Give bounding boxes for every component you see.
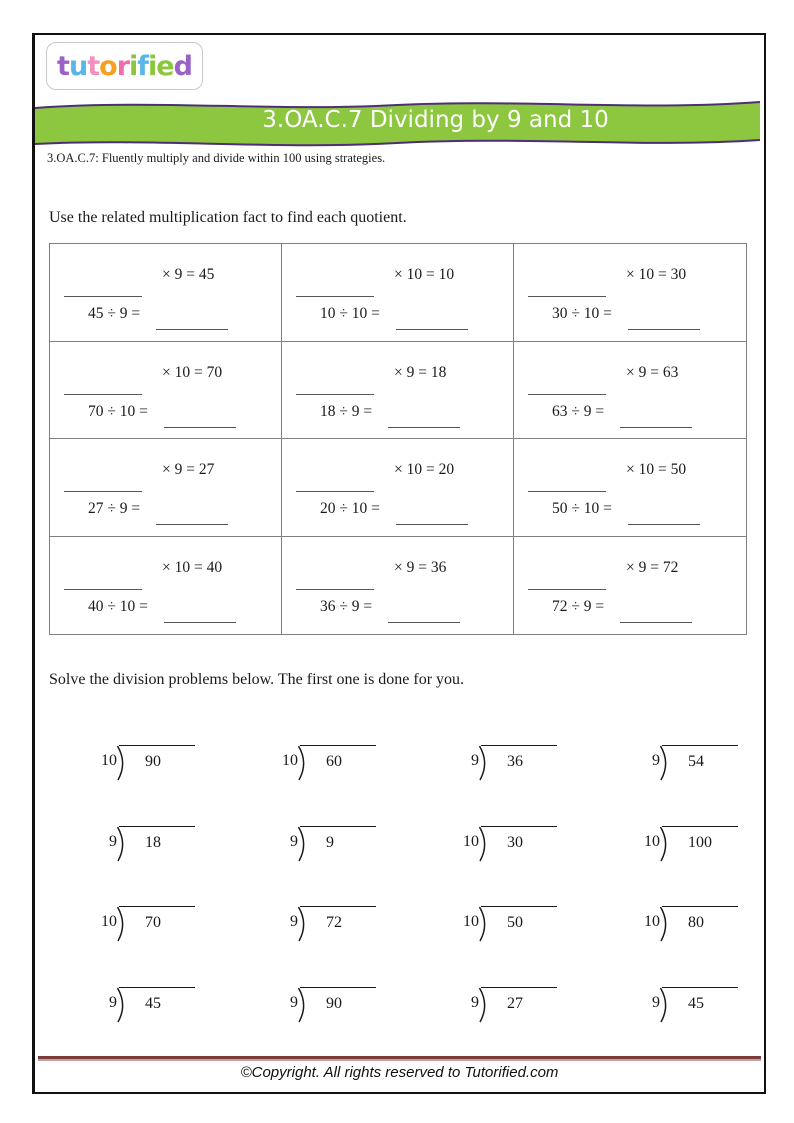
long-division-problem [93,745,195,809]
multiplication-fact: × 9 = 27 [162,461,215,478]
fact-cell [50,342,282,440]
dividend: 27 [507,994,523,1012]
division-expression: 72 ÷ 9 = [552,597,605,615]
dividend: 54 [688,753,704,770]
answer-blank [528,475,606,492]
divisor: 10 [101,752,117,769]
long-division-problem [636,826,738,890]
multiplication-fact: × 10 = 20 [394,461,455,478]
divisor: 10 [282,752,298,769]
multiplication-fact: × 10 = 70 [162,363,223,381]
division-bracket-curve [477,826,491,862]
answer-blank [164,605,236,623]
answer-blank [296,475,374,492]
answer-blank [156,312,228,330]
logo-text: tutorified [57,50,192,82]
answer-blank [64,280,142,297]
division-bracket-curve [658,987,672,1023]
division-bracket-curve [115,987,129,1023]
division-bracket [300,987,376,1021]
answer-blank [396,312,468,330]
division-expression: 20 ÷ 10 = [320,500,380,517]
division-bracket [662,826,738,860]
dividend: 36 [507,753,523,770]
answer-blank [64,475,142,492]
copyright-notice: ©Copyright. All rights reserved to Tutorified.com [240,1064,559,1081]
dividend: 90 [145,753,161,770]
fact-cell [50,244,282,342]
long-division-problem [455,745,557,809]
page-frame [32,33,766,1094]
division-bracket-curve [115,826,129,862]
division-expression: 45 ÷ 9 = [88,305,141,322]
answer-blank [64,573,142,590]
divisor: 10 [644,832,660,850]
long-division-problem [274,906,376,970]
division-bracket [481,826,557,860]
multiplication-section-instruction: Use the related multiplication fact to find each quotient. [49,209,407,226]
long-division-problem [636,906,738,970]
dividend: 100 [688,833,712,851]
dividend: 80 [688,914,704,931]
answer-blank [620,605,692,623]
division-expression: 27 ÷ 9 = [88,500,141,517]
answer-blank [528,573,606,590]
long-division-problem [636,745,738,809]
division-bracket [662,906,738,940]
divisor: 9 [109,832,117,850]
fact-cell [282,439,514,537]
dividend: 9 [326,833,334,851]
division-bracket [481,906,557,940]
multiplication-fact: × 10 = 10 [394,266,455,283]
division-bracket-curve [115,906,129,942]
answer-blank [528,378,606,395]
dividend: 30 [507,833,523,851]
division-expression: 18 ÷ 9 = [320,402,373,420]
fact-cell [514,244,746,342]
fact-cell [282,244,514,342]
division-bracket [481,987,557,1021]
multiplication-fact: × 9 = 36 [394,558,447,576]
multiplication-fact: × 10 = 50 [626,461,687,478]
fact-cell [514,439,746,537]
division-bracket [119,987,195,1021]
divisor: 9 [652,993,660,1011]
long-division-problem [274,987,376,1051]
division-bracket [662,987,738,1021]
dividend: 90 [326,994,342,1012]
long-division-problem [455,906,557,970]
division-expression: 63 ÷ 9 = [552,402,605,420]
division-expression: 30 ÷ 10 = [552,305,612,322]
division-bracket [119,906,195,940]
fact-cell [514,342,746,440]
division-expression: 70 ÷ 10 = [88,402,148,420]
division-bracket-curve [658,906,672,942]
division-problems-grid [93,728,794,1050]
divisor: 10 [463,832,479,850]
dividend: 50 [507,914,523,931]
multiplication-fact: × 9 = 63 [626,363,679,381]
answer-blank [396,507,468,525]
division-bracket-curve [296,745,310,781]
answer-blank [628,312,700,330]
answer-blank [388,605,460,623]
standard-description: 3.OA.C.7: Fluently multiply and divide within 100 using strategies. [47,151,386,165]
fact-cell [50,537,282,635]
division-bracket [662,745,738,779]
dividend: 18 [145,833,161,851]
long-division-problem [274,745,376,809]
division-bracket-curve [296,987,310,1023]
division-expression: 50 ÷ 10 = [552,500,612,517]
division-bracket [119,745,195,779]
dividend: 60 [326,753,342,770]
answer-blank [296,280,374,297]
facts-table [49,243,747,635]
divisor: 9 [290,832,298,850]
division-bracket-curve [658,745,672,781]
dividend: 70 [145,914,161,931]
tutorified-logo [46,42,203,90]
long-division-problem [455,826,557,890]
division-bracket-curve [296,826,310,862]
multiplication-fact: × 10 = 30 [626,266,687,283]
division-bracket-curve [477,987,491,1023]
answer-blank [528,280,606,297]
division-bracket-curve [477,745,491,781]
long-division-problem [93,987,195,1051]
division-bracket-curve [477,906,491,942]
division-bracket-curve [296,906,310,942]
division-expression: 36 ÷ 9 = [320,597,373,615]
long-division-problem [636,987,738,1051]
division-bracket [481,745,557,779]
answer-blank [64,378,142,395]
divisor: 9 [290,913,298,930]
divisor: 9 [109,993,117,1011]
divisor: 10 [463,913,479,930]
fact-cell [282,342,514,440]
long-division-problem [93,826,195,890]
fact-cell [50,439,282,537]
division-expression: 10 ÷ 10 = [320,305,380,322]
answer-blank [164,410,236,428]
answer-blank [628,507,700,525]
divisor: 9 [290,993,298,1011]
division-bracket [300,826,376,860]
divisor: 10 [101,913,117,930]
multiplication-fact: × 9 = 45 [162,266,215,283]
divisor: 9 [471,752,479,769]
footer-divider [38,1056,761,1061]
multiplication-fact: × 10 = 40 [162,558,223,576]
long-division-problem [93,906,195,970]
dividend: 45 [688,994,704,1012]
dividend: 45 [145,994,161,1012]
multiplication-fact: × 9 = 72 [626,558,679,576]
division-bracket-curve [115,745,129,781]
answer-blank [156,507,228,525]
answer-blank [296,573,374,590]
divisor: 10 [644,913,660,930]
long-division-problem [455,987,557,1051]
divisor: 9 [471,993,479,1011]
division-bracket-curve [658,826,672,862]
answer-blank [620,410,692,428]
long-division-problem [274,826,376,890]
dividend: 72 [326,914,342,931]
division-bracket [300,745,376,779]
answer-blank [388,410,460,428]
divisor: 9 [652,752,660,769]
division-expression: 40 ÷ 10 = [88,597,148,615]
division-bracket [300,906,376,940]
answer-blank [296,378,374,395]
division-section-instruction: Solve the division problems below. The first one is done for you. [49,671,465,688]
fact-cell [514,537,746,635]
worksheet-title: 3.OA.C.7 Dividing by 9 and 10 [262,107,609,133]
multiplication-fact: × 9 = 18 [394,363,447,381]
division-bracket [119,826,195,860]
fact-cell [282,537,514,635]
title-banner [35,95,760,151]
